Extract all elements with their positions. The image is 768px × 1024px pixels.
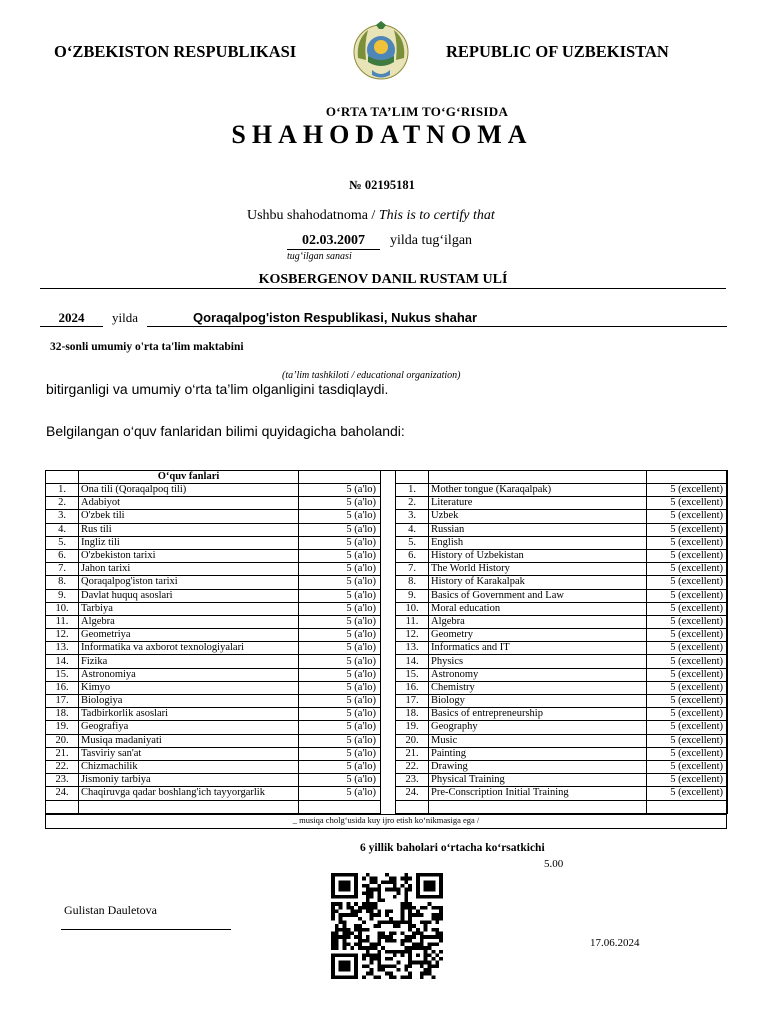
graduation-year: 2024 xyxy=(40,310,103,327)
en-subject-name: Physical Training xyxy=(429,774,647,787)
uz-subject-name: Biologiya xyxy=(79,695,299,708)
uz-grade-value: 5 (a'lo) xyxy=(299,655,381,668)
uz-row-number: 21. xyxy=(46,747,79,760)
en-grade-value: 5 (excellent) xyxy=(647,484,728,497)
uz-row-number: 3. xyxy=(46,510,79,523)
state-emblem-icon xyxy=(350,20,412,80)
birth-caption: tug‘ilgan sanasi xyxy=(287,251,352,262)
en-grade-value: 5 (excellent) xyxy=(647,655,728,668)
en-table-row xyxy=(396,549,728,562)
certify-line xyxy=(247,208,495,224)
location xyxy=(147,310,727,327)
average-value: 5.00 xyxy=(544,858,564,870)
en-blank-cell xyxy=(429,800,647,813)
uz-blank-cell xyxy=(79,800,299,813)
en-subject-name: The World History xyxy=(429,563,647,576)
en-table-row xyxy=(396,523,728,536)
grades-intro: Belgilangan o‘quv fanlaridan bilimi quyidagicha baholandi: xyxy=(46,423,405,439)
uz-table-row xyxy=(46,760,381,773)
uz-row-number: 16. xyxy=(46,681,79,694)
en-row-number: 13. xyxy=(396,642,429,655)
uz-grade-value: 5 (a'lo) xyxy=(299,523,381,536)
average-label: 6 yillik baholari o‘rtacha ko‘rsatkichi xyxy=(360,842,545,854)
en-row-number: 23. xyxy=(396,774,429,787)
en-grade-value: 5 (excellent) xyxy=(647,576,728,589)
en-row-number: 7. xyxy=(396,563,429,576)
uz-subject-name: O'zbek tili xyxy=(79,510,299,523)
uz-subject-name: Informatika va axborot texnologiyalari xyxy=(79,642,299,655)
uz-grade-value: 5 (a'lo) xyxy=(299,681,381,694)
en-grade-value: 5 (excellent) xyxy=(647,549,728,562)
uz-grade-value: 5 (a'lo) xyxy=(299,602,381,615)
en-row-number: 4. xyxy=(396,523,429,536)
uz-subject-name: Qoraqalpog'iston tarixi xyxy=(79,576,299,589)
uz-grade-value: 5 (a'lo) xyxy=(299,642,381,655)
school-name: 32-sonli umumiy o'rta ta'lim maktabini xyxy=(50,341,244,353)
en-table-row xyxy=(396,655,728,668)
uz-grade-value: 5 (a'lo) xyxy=(299,497,381,510)
uz-row-number: 9. xyxy=(46,589,79,602)
uz-grade-value: 5 (a'lo) xyxy=(299,510,381,523)
en-grade-value: 5 (excellent) xyxy=(647,589,728,602)
uz-grade-value: 5 (a'lo) xyxy=(299,787,381,800)
en-grade-value: 5 (excellent) xyxy=(647,747,728,760)
uz-row-number: 5. xyxy=(46,536,79,549)
en-table-row xyxy=(396,497,728,510)
en-row-number: 20. xyxy=(396,734,429,747)
table-footer-note: _ musiqa cholg‘usida kuy ijro etish ko‘nikmasiga ega / xyxy=(292,815,480,825)
uz-grade-value: 5 (a'lo) xyxy=(299,615,381,628)
en-subject-name: Chemistry xyxy=(429,681,647,694)
en-row-number: 5. xyxy=(396,536,429,549)
en-row-number: 15. xyxy=(396,668,429,681)
uz-table-row xyxy=(46,629,381,642)
en-subject-name: Pre-Conscription Initial Training xyxy=(429,787,647,800)
en-row-number: 14. xyxy=(396,655,429,668)
uz-subject-name: Ingliz tili xyxy=(79,536,299,549)
en-row-number: 1. xyxy=(396,484,429,497)
en-table-row xyxy=(396,536,728,549)
certificate-title: SHAHODATNOMA xyxy=(231,120,533,149)
uz-row-number: 22. xyxy=(46,760,79,773)
uz-table-row xyxy=(46,655,381,668)
uz-subject-name: Tarbiya xyxy=(79,602,299,615)
uz-grade-value: 5 (a'lo) xyxy=(299,549,381,562)
en-grade-value: 5 (excellent) xyxy=(647,734,728,747)
en-table-row xyxy=(396,642,728,655)
uz-row-number: 4. xyxy=(46,523,79,536)
en-row-number: 6. xyxy=(396,549,429,562)
uz-grade-value: 5 (a'lo) xyxy=(299,629,381,642)
uz-row-number: 13. xyxy=(46,642,79,655)
uz-row-number: 19. xyxy=(46,721,79,734)
en-grade-value: 5 (excellent) xyxy=(647,642,728,655)
birth-suffix: yilda tug‘ilgan xyxy=(390,233,473,248)
en-grade-value: 5 (excellent) xyxy=(647,695,728,708)
en-subject-name: History of Karakalpak xyxy=(429,576,647,589)
uz-subject-name: Chaqiruvga qadar boshlang'ich tayyorgarlik xyxy=(79,787,299,800)
en-subject-name: Mother tongue (Karaqalpak) xyxy=(429,484,647,497)
uz-grade-value: 5 (a'lo) xyxy=(299,721,381,734)
en-row-number: 11. xyxy=(396,615,429,628)
uz-subject-name: Tasviriy san'at xyxy=(79,747,299,760)
en-table-row xyxy=(396,760,728,773)
en-grade-value: 5 (excellent) xyxy=(647,497,728,510)
en-grade-value: 5 (excellent) xyxy=(647,708,728,721)
uz-table-row xyxy=(46,695,381,708)
en-table-row xyxy=(396,734,728,747)
en-grade-value: 5 (excellent) xyxy=(647,681,728,694)
en-table-row xyxy=(396,629,728,642)
en-grade-value: 5 (excellent) xyxy=(647,774,728,787)
en-subject-name: Basics of Government and Law xyxy=(429,589,647,602)
school-caption: (ta’lim tashkiloti / educational organization) xyxy=(282,370,461,381)
en-table-row xyxy=(396,668,728,681)
en-subject-name: Music xyxy=(429,734,647,747)
uz-row-number: 11. xyxy=(46,615,79,628)
en-table-header-subjects xyxy=(429,471,647,484)
signature-name: Gulistan Dauletova xyxy=(64,903,157,917)
en-table-row xyxy=(396,563,728,576)
uz-row-number: 8. xyxy=(46,576,79,589)
uz-table-row xyxy=(46,576,381,589)
birth-date: 02.03.2007 xyxy=(287,233,380,250)
uz-row-number: 7. xyxy=(46,563,79,576)
uz-subject-name: Jahon tarixi xyxy=(79,563,299,576)
en-table-row xyxy=(396,721,728,734)
uz-grade-value: 5 (a'lo) xyxy=(299,695,381,708)
uz-subject-name: Kimyo xyxy=(79,681,299,694)
uz-subject-name: Jismoniy tarbiya xyxy=(79,774,299,787)
en-blank-cell xyxy=(396,800,429,813)
en-subject-name: History of Uzbekistan xyxy=(429,549,647,562)
uz-table-row xyxy=(46,747,381,760)
uz-row-number: 23. xyxy=(46,774,79,787)
en-subject-name: Algebra xyxy=(429,615,647,628)
uz-subject-name: Musiqa madaniyati xyxy=(79,734,299,747)
uz-grade-value: 5 (a'lo) xyxy=(299,734,381,747)
en-grade-value: 5 (excellent) xyxy=(647,602,728,615)
uz-table-row xyxy=(46,536,381,549)
en-subject-name: Physics xyxy=(429,655,647,668)
en-table-row xyxy=(396,787,728,800)
uz-table-row xyxy=(46,497,381,510)
en-row-number: 10. xyxy=(396,602,429,615)
uz-table-header-subjects: O‘quv fanlari xyxy=(79,471,299,484)
en-row-number: 17. xyxy=(396,695,429,708)
uz-row-number: 18. xyxy=(46,708,79,721)
uz-grade-value: 5 (a'lo) xyxy=(299,576,381,589)
certificate-number: № 02195181 xyxy=(349,178,415,192)
uz-subject-name: Rus tili xyxy=(79,523,299,536)
en-subject-name: Biology xyxy=(429,695,647,708)
en-row-number: 24. xyxy=(396,787,429,800)
uz-table-blank-row xyxy=(46,800,381,813)
uz-grade-value: 5 (a'lo) xyxy=(299,774,381,787)
uz-row-number: 20. xyxy=(46,734,79,747)
en-table-header-grade xyxy=(647,471,728,484)
uz-table-row xyxy=(46,681,381,694)
en-subject-name: Moral education xyxy=(429,602,647,615)
uz-table-row xyxy=(46,563,381,576)
en-subject-name: Painting xyxy=(429,747,647,760)
uz-table-header-grade xyxy=(299,471,381,484)
en-grade-value: 5 (excellent) xyxy=(647,563,728,576)
uz-subject-name: Davlat huquq asoslari xyxy=(79,589,299,602)
uz-grade-value: 5 (a'lo) xyxy=(299,484,381,497)
uz-table-row xyxy=(46,734,381,747)
en-row-number: 12. xyxy=(396,629,429,642)
en-grade-value: 5 (excellent) xyxy=(647,787,728,800)
uz-subject-name: Geografiya xyxy=(79,721,299,734)
en-row-number: 8. xyxy=(396,576,429,589)
header-right-title: REPUBLIC OF UZBEKISTAN xyxy=(446,42,669,61)
uz-table-row xyxy=(46,615,381,628)
en-subject-name: Drawing xyxy=(429,760,647,773)
en-grade-value: 5 (excellent) xyxy=(647,615,728,628)
uz-table-row xyxy=(46,602,381,615)
uz-table-row xyxy=(46,484,381,497)
en-row-number: 16. xyxy=(396,681,429,694)
en-grade-value: 5 (excellent) xyxy=(647,721,728,734)
uz-table-row xyxy=(46,589,381,602)
uz-row-number: 15. xyxy=(46,668,79,681)
completion-text: bitirganligi va umumiy o‘rta ta’lim olganligini tasdiqlaydi. xyxy=(46,381,389,397)
en-subject-name: Basics of entrepreneurship xyxy=(429,708,647,721)
uz-blank-cell xyxy=(299,800,381,813)
uz-row-number: 24. xyxy=(46,787,79,800)
en-subject-name: Informatics and IT xyxy=(429,642,647,655)
en-table-row xyxy=(396,602,728,615)
en-subject-name: Geometry xyxy=(429,629,647,642)
en-subject-name: English xyxy=(429,536,647,549)
uz-grade-value: 5 (a'lo) xyxy=(299,589,381,602)
uz-grade-value: 5 (a'lo) xyxy=(299,668,381,681)
en-table-header-num xyxy=(396,471,429,484)
uz-row-number: 6. xyxy=(46,549,79,562)
en-table-row xyxy=(396,484,728,497)
student-name: KOSBERGENOV DANIL RUSTAM ULÍ xyxy=(40,271,726,289)
en-table-row xyxy=(396,747,728,760)
uz-table-row xyxy=(46,668,381,681)
en-row-number: 19. xyxy=(396,721,429,734)
en-table-row xyxy=(396,708,728,721)
uz-table-row xyxy=(46,787,381,800)
uz-blank-cell xyxy=(46,800,79,813)
en-table-row xyxy=(396,576,728,589)
uz-table-row xyxy=(46,721,381,734)
uz-subject-name: Astronomiya xyxy=(79,668,299,681)
en-subject-name: Literature xyxy=(429,497,647,510)
header-left-title: O‘ZBEKISTON RESPUBLIKASI xyxy=(54,42,297,61)
uz-row-number: 10. xyxy=(46,602,79,615)
en-table-row xyxy=(396,510,728,523)
en-subject-name: Geography xyxy=(429,721,647,734)
uz-row-number: 1. xyxy=(46,484,79,497)
en-subject-name: Uzbek xyxy=(429,510,647,523)
en-row-number: 22. xyxy=(396,760,429,773)
en-table-row xyxy=(396,589,728,602)
certify-uz: Ushbu shahodatnoma / xyxy=(247,208,376,223)
certify-en: This is to certify that xyxy=(378,208,495,223)
uz-table-row xyxy=(46,774,381,787)
uz-row-number: 14. xyxy=(46,655,79,668)
uz-grade-value: 5 (a'lo) xyxy=(299,536,381,549)
en-table-blank-row xyxy=(396,800,728,813)
uz-table-row xyxy=(46,642,381,655)
uz-table-row xyxy=(46,708,381,721)
uz-grade-value: 5 (a'lo) xyxy=(299,747,381,760)
uz-subject-name: Chizmachilik xyxy=(79,760,299,773)
uz-subject-name: Fizika xyxy=(79,655,299,668)
uz-grade-value: 5 (a'lo) xyxy=(299,563,381,576)
uz-table-header-num xyxy=(46,471,79,484)
en-grade-value: 5 (excellent) xyxy=(647,523,728,536)
uz-row-number: 2. xyxy=(46,497,79,510)
en-table-row xyxy=(396,695,728,708)
uz-grades-table xyxy=(45,470,381,814)
en-blank-cell xyxy=(647,800,728,813)
en-table-row xyxy=(396,681,728,694)
uz-subject-name: Algebra xyxy=(79,615,299,628)
en-table-row xyxy=(396,774,728,787)
en-row-number: 3. xyxy=(396,510,429,523)
graduation-year-suffix: yilda xyxy=(112,310,138,325)
en-row-number: 21. xyxy=(396,747,429,760)
uz-table-row xyxy=(46,510,381,523)
uz-subject-name: Tadbirkorlik asoslari xyxy=(79,708,299,721)
uz-subject-name: O'zbekiston tarixi xyxy=(79,549,299,562)
qr-code-icon xyxy=(331,873,443,979)
en-grade-value: 5 (excellent) xyxy=(647,510,728,523)
en-row-number: 9. xyxy=(396,589,429,602)
en-grade-value: 5 (excellent) xyxy=(647,668,728,681)
en-grade-value: 5 (excellent) xyxy=(647,629,728,642)
en-grades-table xyxy=(395,470,728,814)
en-subject-name: Russian xyxy=(429,523,647,536)
certificate-subtitle: O‘RTA TA’LIM TO‘G‘RISIDA xyxy=(325,104,509,119)
uz-subject-name: Adabiyot xyxy=(79,497,299,510)
uz-grade-value: 5 (a'lo) xyxy=(299,760,381,773)
uz-subject-name: Ona tili (Qoraqalpoq tili) xyxy=(79,484,299,497)
uz-subject-name: Geometriya xyxy=(79,629,299,642)
uz-row-number: 17. xyxy=(46,695,79,708)
en-table-row xyxy=(396,615,728,628)
uz-table-row xyxy=(46,523,381,536)
uz-grade-value: 5 (a'lo) xyxy=(299,708,381,721)
en-grade-value: 5 (excellent) xyxy=(647,760,728,773)
signature-line xyxy=(61,929,231,930)
uz-row-number: 12. xyxy=(46,629,79,642)
en-subject-name: Astronomy xyxy=(429,668,647,681)
en-row-number: 2. xyxy=(396,497,429,510)
uz-table-row xyxy=(46,549,381,562)
en-grade-value: 5 (excellent) xyxy=(647,536,728,549)
issue-date: 17.06.2024 xyxy=(590,937,640,949)
location-text: Qoraqalpog'iston Respublikasi, Nukus shahar xyxy=(193,310,478,325)
en-row-number: 18. xyxy=(396,708,429,721)
